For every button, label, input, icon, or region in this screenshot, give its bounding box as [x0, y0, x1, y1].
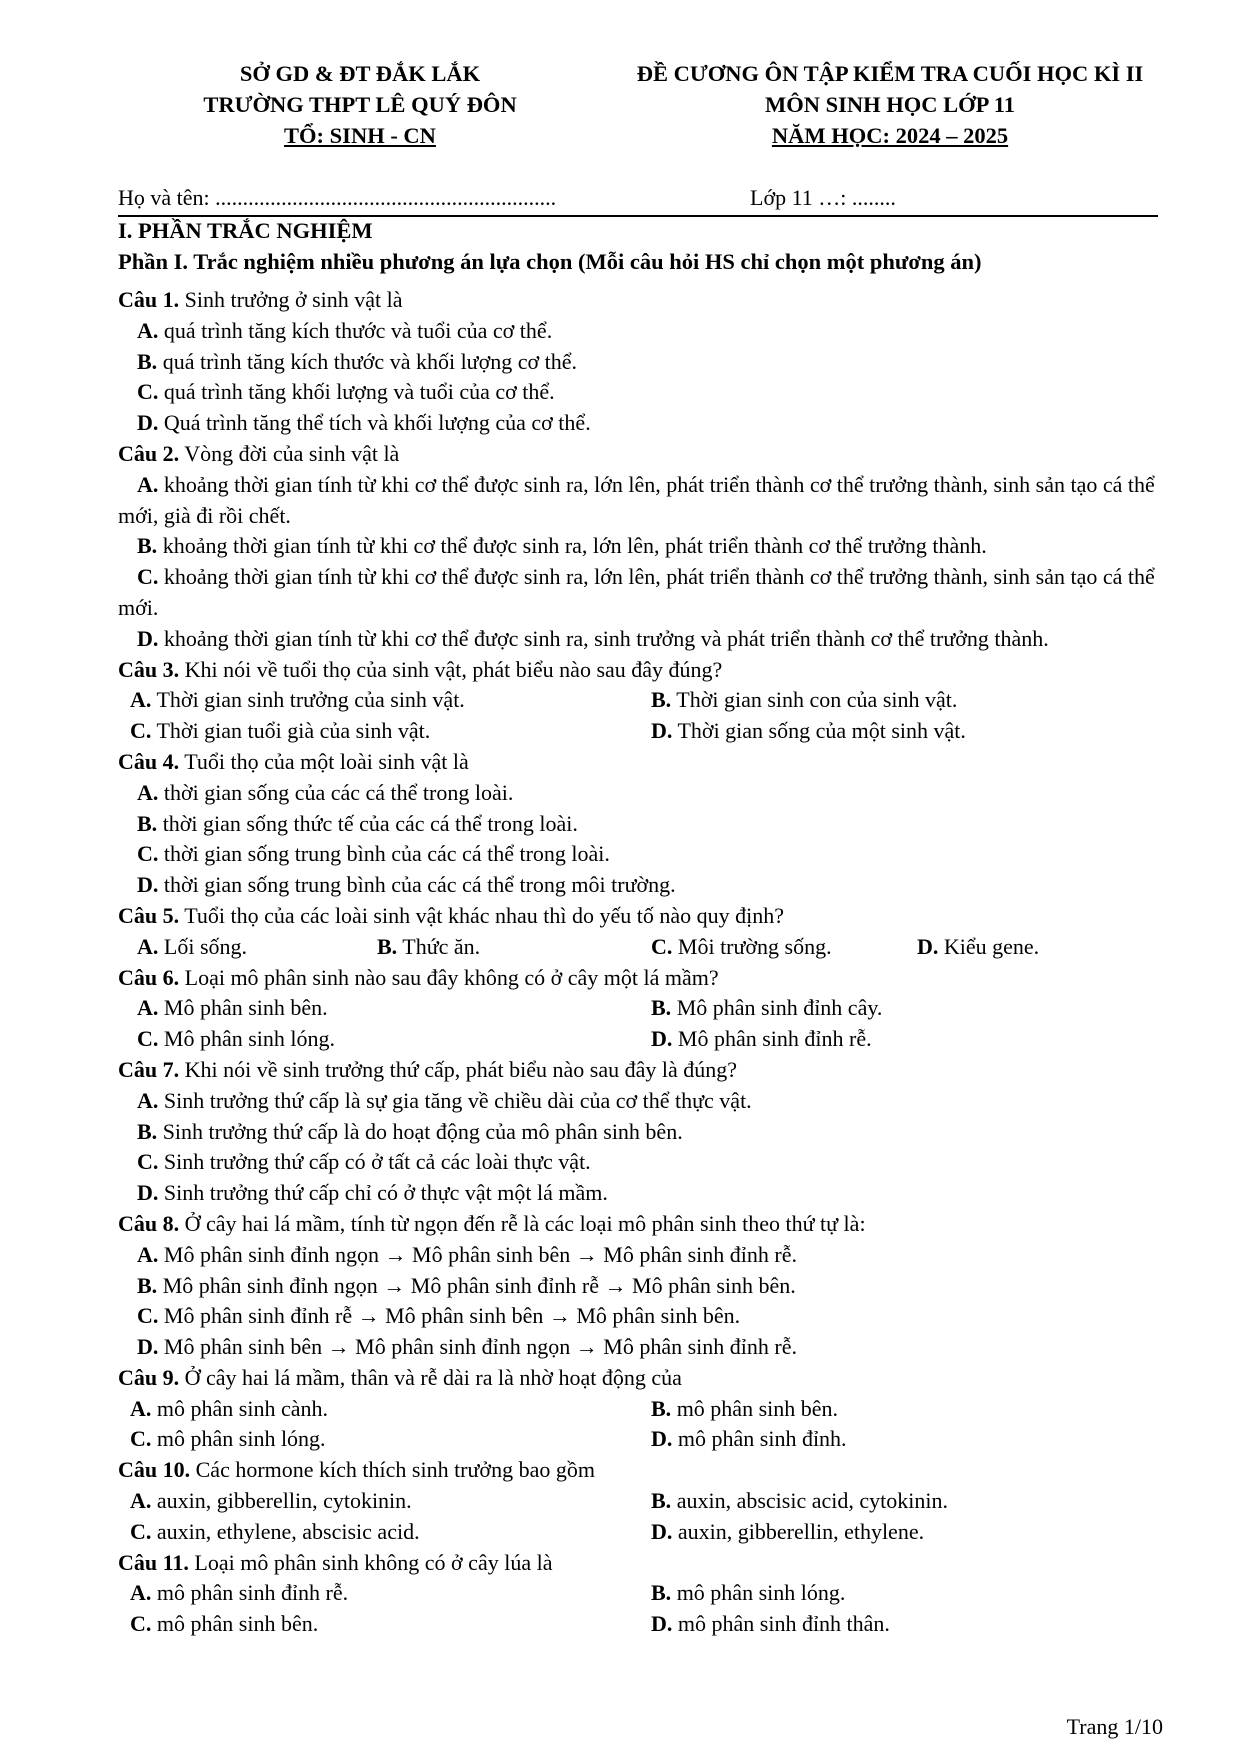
option-a: A. khoảng thời gian tính từ khi cơ thể được sinh ra, lớn lên, phát triển thành cơ thể trưởng thành, sinh sản tạo cá thể mới, già đi rồi chết.	[118, 471, 1155, 528]
question-stem: Ở cây hai lá mầm, thân và rễ dài ra là nhờ hoạt động của	[179, 1364, 682, 1390]
question-number: Câu 9.	[118, 1364, 180, 1390]
document-body	[118, 215, 1178, 1640]
group-name: TỔ: SINH - CN	[284, 123, 436, 148]
question-stem: Ở cây hai lá mầm, tính từ ngọn đến rễ là các loại mô phân sinh theo thứ tự là:	[179, 1210, 866, 1236]
question-number: Câu 2.	[118, 440, 180, 466]
option-c: C. mô phân sinh bên.	[130, 1611, 319, 1637]
question-3	[118, 655, 1178, 747]
question-9	[118, 1363, 1178, 1455]
question-2	[118, 439, 1178, 655]
option-d: D. Sinh trưởng thứ cấp chỉ có ở thực vật một lá mầm.	[137, 1180, 608, 1206]
question-8	[118, 1209, 1178, 1363]
subject-title: MÔN SINH HỌC LỚP 11	[764, 92, 1016, 117]
question-number: Câu 1.	[118, 287, 180, 312]
option-a: A. Lối sống.	[137, 933, 248, 959]
option-a: A. auxin, gibberellin, cytokinin.	[130, 1488, 412, 1514]
question-stem: Tuổi thọ của một loài sinh vật là	[179, 748, 469, 774]
question-number: Câu 4.	[118, 748, 180, 774]
part-title: Phần I. Trắc nghiệm nhiều phương án lựa chọn (Mỗi câu hỏi HS chỉ chọn một phương án)	[118, 249, 982, 274]
option-d: D. Mô phân sinh đỉnh rễ.	[651, 1026, 872, 1052]
option-b: B. Mô phân sinh đỉnh cây.	[651, 995, 883, 1021]
option-d: D. mô phân sinh đỉnh.	[651, 1426, 847, 1452]
option-c: C. Mô phân sinh đỉnh rễ → Mô phân sinh bên → Mô phân sinh bên.	[137, 1303, 741, 1329]
question-stem: Sinh trưởng ở sinh vật là	[179, 287, 403, 312]
option-a: A. Mô phân sinh bên.	[137, 995, 328, 1021]
option-c: C. Thời gian tuổi già của sinh vật.	[130, 718, 431, 744]
option-a: A. Thời gian sinh trưởng của sinh vật.	[130, 687, 465, 713]
option-d: D. Mô phân sinh bên → Mô phân sinh đỉnh ngọn → Mô phân sinh đỉnh rễ.	[137, 1334, 797, 1360]
option-c: C. Môi trường sống.	[651, 933, 832, 959]
question-number: Câu 3.	[118, 656, 180, 682]
section-title: I. PHẦN TRẮC NGHIỆM	[118, 218, 373, 243]
question-number: Câu 8.	[118, 1210, 180, 1236]
option-c: C. Mô phân sinh lóng.	[137, 1026, 336, 1052]
option-a: A. thời gian sống của các cá thể trong loài.	[137, 779, 514, 805]
option-c: C. mô phân sinh lóng.	[130, 1426, 326, 1452]
header-left	[140, 58, 580, 151]
option-c: C. thời gian sống trung bình của các cá thể trong loài.	[137, 841, 610, 867]
option-b: B. auxin, abscisic acid, cytokinin.	[651, 1488, 948, 1514]
option-a: A. Sinh trưởng thứ cấp là sự gia tăng về chiều dài của cơ thể thực vật.	[137, 1087, 752, 1113]
option-d: D. Thời gian sống của một sinh vật.	[651, 718, 966, 744]
question-4	[118, 747, 1178, 901]
question-stem: Khi nói về sinh trưởng thứ cấp, phát biểu nào sau đây là đúng?	[179, 1056, 737, 1082]
question-number: Câu 7.	[118, 1056, 180, 1082]
question-number: Câu 10.	[118, 1457, 191, 1483]
option-b: B. quá trình tăng kích thước và khối lượng cơ thể.	[137, 348, 578, 374]
option-a: A. mô phân sinh đỉnh rễ.	[130, 1580, 349, 1606]
student-name-field: Họ và tên: ..............................................................	[118, 185, 557, 210]
question-7	[118, 1055, 1178, 1209]
option-d: D. thời gian sống trung bình của các cá thể trong môi trường.	[137, 872, 676, 898]
option-b: B. Thời gian sinh con của sinh vật.	[651, 687, 958, 713]
option-b: B. mô phân sinh bên.	[651, 1395, 839, 1421]
option-b: B. Sinh trưởng thứ cấp là do hoạt động của mô phân sinh bên.	[137, 1118, 683, 1144]
question-stem: Khi nói về tuổi thọ của sinh vật, phát biểu nào sau đây đúng?	[179, 656, 723, 682]
option-c: C. khoảng thời gian tính từ khi cơ thể được sinh ra, lớn lên, phát triển thành cơ thể trưởng thành, sinh sản tạo cá thể mới.	[118, 564, 1155, 620]
page-number: Trang 1/10	[1066, 1714, 1163, 1739]
school-year: NĂM HỌC: 2024 – 2025	[771, 123, 1009, 148]
option-b: B. thời gian sống thức tế của các cá thể trong loài.	[137, 810, 578, 836]
option-a: A. Mô phân sinh đỉnh ngọn → Mô phân sinh bên → Mô phân sinh đỉnh rễ.	[137, 1241, 797, 1267]
question-5	[118, 901, 1178, 963]
option-b: B. mô phân sinh lóng.	[651, 1580, 846, 1606]
question-stem: Loại mô phân sinh không có ở cây lúa là	[188, 1549, 553, 1575]
student-info	[118, 183, 1158, 217]
option-c: C. quá trình tăng khối lượng và tuổi của cơ thể.	[137, 379, 555, 405]
question-stem: Các hormone kích thích sinh trưởng bao gồm	[190, 1457, 595, 1483]
option-b: B. Thức ăn.	[377, 933, 481, 959]
question-number: Câu 11.	[118, 1549, 189, 1575]
option-a: A. quá trình tăng kích thước và tuổi của cơ thể.	[137, 317, 553, 343]
question-10	[118, 1455, 1178, 1547]
option-d: D. Quá trình tăng thể tích và khối lượng của cơ thể.	[137, 410, 591, 436]
question-6	[118, 963, 1178, 1055]
student-class-field: Lớp 11 …: ........	[750, 185, 896, 210]
question-stem: Vòng đời của sinh vật là	[179, 440, 400, 466]
option-d: D. mô phân sinh đỉnh thân.	[651, 1611, 890, 1637]
header-right	[580, 58, 1200, 151]
question-1	[118, 285, 1178, 439]
option-d: D. khoảng thời gian tính từ khi cơ thể được sinh ra, sinh trưởng và phát triển thành cơ thể trưởng thành.	[137, 625, 1049, 651]
option-c: C. auxin, ethylene, abscisic acid.	[130, 1518, 420, 1544]
option-b: B. Mô phân sinh đỉnh ngọn → Mô phân sinh đỉnh rễ → Mô phân sinh bên.	[137, 1272, 796, 1298]
department-name: SỞ GD & ĐT ĐẮK LẮK	[239, 61, 481, 86]
option-b: B. khoảng thời gian tính từ khi cơ thể được sinh ra, lớn lên, phát triển thành cơ thể trưởng thành.	[137, 533, 987, 559]
question-11	[118, 1548, 1178, 1640]
question-number: Câu 6.	[118, 964, 180, 990]
question-number: Câu 5.	[118, 902, 180, 928]
option-d: D. Kiểu gene.	[917, 933, 1040, 959]
school-name: TRƯỜNG THPT LÊ QUÝ ĐÔN	[203, 92, 517, 117]
option-d: D. auxin, gibberellin, ethylene.	[651, 1518, 925, 1544]
option-c: C. Sinh trưởng thứ cấp có ở tất cả các loài thực vật.	[137, 1149, 591, 1175]
document-title: ĐỀ CƯƠNG ÔN TẬP KIỂM TRA CUỐI HỌC KÌ II	[636, 61, 1144, 86]
option-a: A. mô phân sinh cành.	[130, 1395, 328, 1421]
question-stem: Tuổi thọ của các loài sinh vật khác nhau thì do yếu tố nào quy định?	[179, 902, 785, 928]
question-stem: Loại mô phân sinh nào sau đây không có ở cây một lá mầm?	[179, 964, 719, 990]
